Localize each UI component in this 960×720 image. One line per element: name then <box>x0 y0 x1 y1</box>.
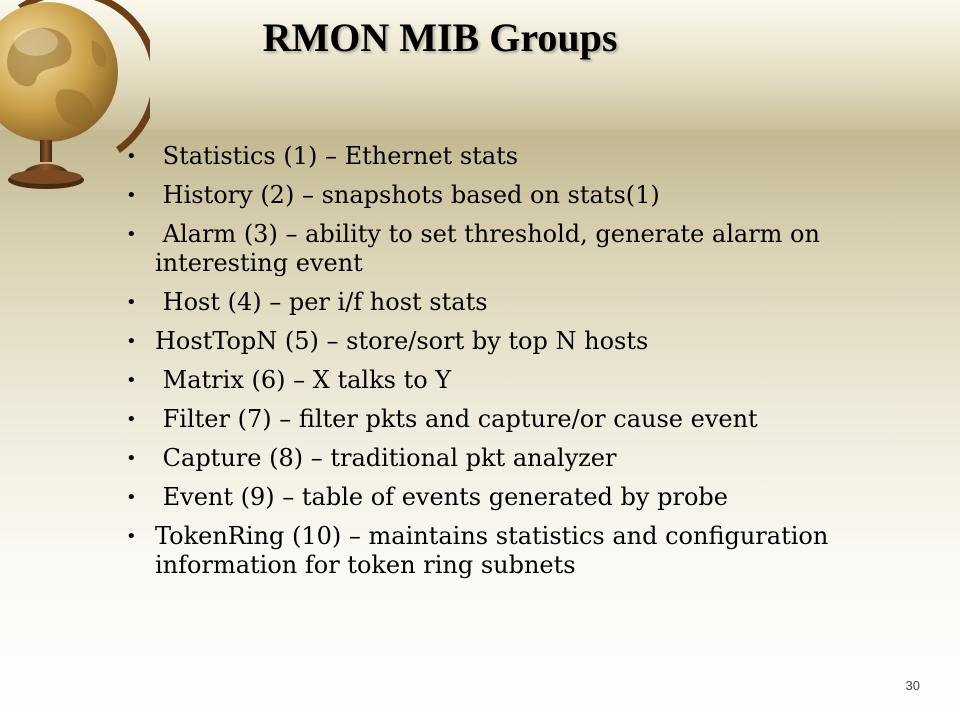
bullet-list <box>118 142 908 590</box>
bullet-marker: • <box>126 146 137 167</box>
list-item: • Statistics (1) – Ethernet stats <box>126 142 519 170</box>
bullet-marker: • <box>126 331 137 352</box>
list-item: • Matrix (6) – X talks to Y <box>126 366 452 394</box>
bullet-marker: • <box>126 370 137 391</box>
bullet-marker: • <box>126 487 137 508</box>
bullet-marker: • <box>126 224 137 245</box>
list-item: • History (2) – snapshots based on stats(1) <box>126 181 660 209</box>
bullet-marker: • <box>126 409 137 430</box>
list-item: • Filter (7) – filter pkts and capture/or cause event <box>126 405 758 433</box>
list-item: • Host (4) – per i/f host stats <box>126 288 488 316</box>
bullet-marker: • <box>126 526 137 547</box>
bullet-marker: • <box>126 292 137 313</box>
list-item: • Alarm (3) – ability to set threshold, generate alarm on interesting event <box>126 220 828 277</box>
list-item: • HostTopN (5) – store/sort by top N hosts <box>126 327 649 355</box>
list-item: • Event (9) – table of events generated by probe <box>126 483 728 511</box>
page-number: 30 <box>905 678 920 693</box>
list-item: • TokenRing (10) – maintains statistics and configuration information for token ring subnets <box>126 522 836 579</box>
list-item: • Capture (8) – traditional pkt analyzer <box>126 444 617 472</box>
bullet-marker: • <box>126 185 137 206</box>
bullet-marker: • <box>126 448 137 469</box>
slide-title: RMON MIB Groups <box>262 15 618 60</box>
